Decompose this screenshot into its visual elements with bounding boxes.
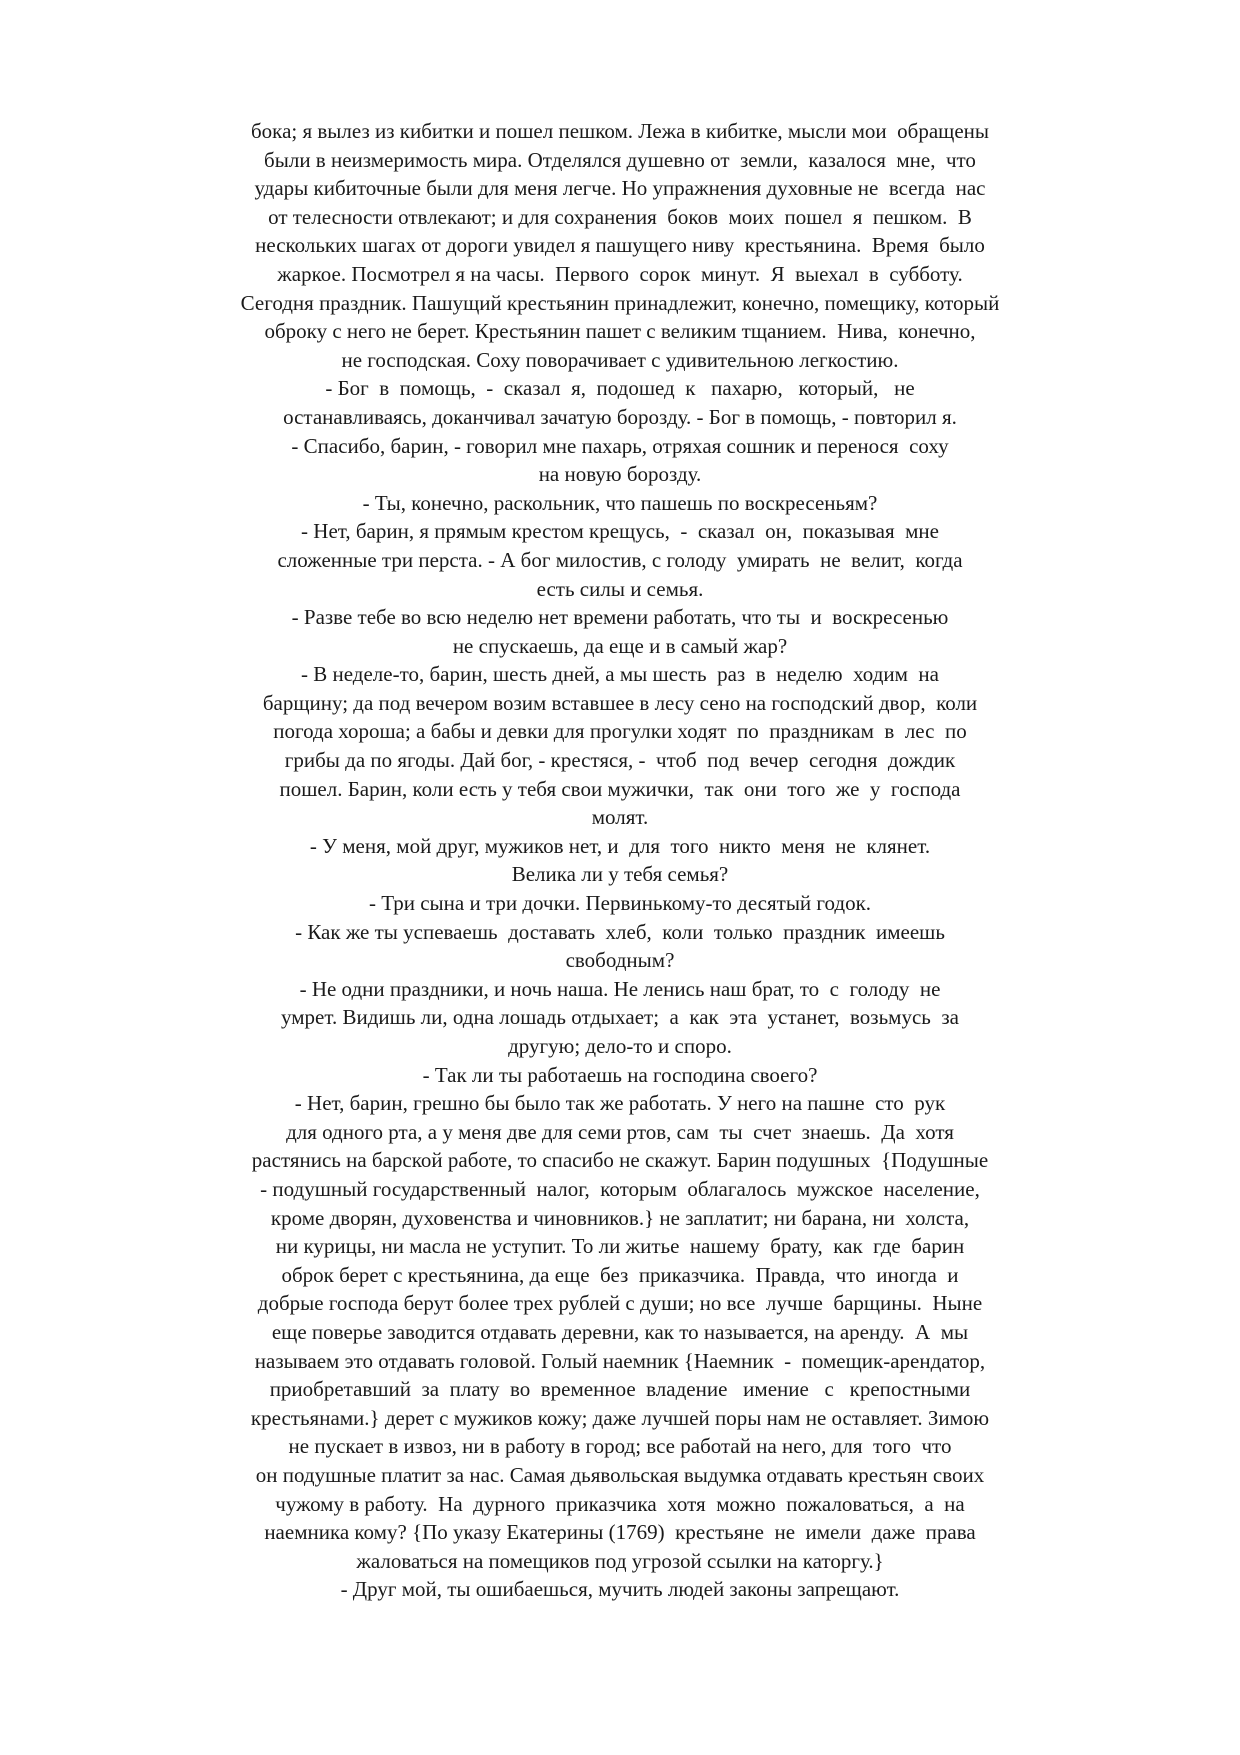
text-line: ни курицы, ни масла не уступит. То ли житье нашему брату, как где барин <box>275 1234 965 1259</box>
text-line: - Так ли ты работаешь на господина своего? <box>422 1062 818 1087</box>
text-line: на новую борозду. <box>538 462 702 487</box>
text-line: он подушные платит за нас. Самая дьявольская выдумка отдавать крестьян своих <box>255 1462 985 1487</box>
text-line: останавливаясь, доканчивал зачатую борозду. - Бог в помощь, - повторил я. <box>283 404 957 429</box>
text-line: не пускает в извоз, ни в работу в город; все работай на него, для того что <box>288 1434 952 1459</box>
text-line: еще поверье заводится отдавать деревни, как то называется, на аренду. А мы <box>271 1319 969 1344</box>
text-line: растянись на барской работе, то спасибо не скажут. Барин подушных {Подушные <box>251 1148 989 1173</box>
text-line: Велика ли у тебя семья? <box>511 862 729 887</box>
text-line: для одного рта, а у меня две для семи ртов, сам ты счет знаешь. Да хотя <box>286 1119 954 1144</box>
text-line: были в неизмеримость мира. Отделялся душевно от земли, казалося мне, что <box>264 147 976 172</box>
text-line: сложенные три перста. - А бог милостив, с голоду умирать не велит, когда <box>277 547 963 572</box>
text-line: - Разве тебе во всю неделю нет времени работать, что ты и воскресенью <box>291 605 949 630</box>
document-body <box>140 117 1100 1604</box>
text-line: - Нет, барин, грешно бы было так же работать. У него на пашне сто рук <box>294 1091 946 1116</box>
text-line: пошел. Барин, коли есть у тебя свои мужички, так они того же у господа <box>279 776 961 801</box>
text-line: - Ты, конечно, раскольник, что пашешь по воскресеньям? <box>362 490 878 515</box>
text-line: добрые господа берут более трех рублей с души; но все лучше барщины. Ныне <box>257 1291 983 1316</box>
text-line: удары кибиточные были для меня легче. Но упражнения духовные не всегда нас <box>254 176 986 201</box>
text-line: не спускаешь, да еще и в самый жар? <box>452 633 788 658</box>
text-line: крестьянами.} дерет с мужиков кожу; даже лучшей поры нам не оставляет. Зимою <box>250 1405 990 1430</box>
text-line: - Как же ты успеваешь доставать хлеб, коли только праздник имеешь <box>295 919 945 944</box>
text-line: - Не одни праздники, и ночь наша. Не ленись наш брат, то с голоду не <box>299 976 941 1001</box>
text-line: оброк берет с крестьянина, да еще без приказчика. Правда, что иногда и <box>281 1262 959 1287</box>
text-line: наемника кому? {По указу Екатерины (1769) крестьяне не имели даже права <box>264 1520 976 1545</box>
text-line: не господская. Соху поворачивает с удивительною легкостию. <box>341 347 899 372</box>
text-line: - У меня, мой друг, мужиков нет, и для того никто меня не клянет. <box>309 833 931 858</box>
text-line: от телесности отвлекают; и для сохранения боков моих пошел я пешком. В <box>268 204 972 229</box>
text-line: оброку с него не берет. Крестьянин пашет с великим тщанием. Нива, конечно, <box>264 319 976 344</box>
text-line: жаловаться на помещиков под угрозой ссылки на каторгу.} <box>356 1548 884 1573</box>
text-line: бока; я вылез из кибитки и пошел пешком. Лежа в кибитке, мысли мои обращены <box>251 119 989 143</box>
text-line: грибы да по ягоды. Дай бог, - крестяся, - чтоб под вечер сегодня дождик <box>284 748 956 773</box>
text-line: - В неделе-то, барин, шесть дней, а мы шесть раз в неделю ходим на <box>301 662 939 687</box>
text-line: молят. <box>591 805 649 830</box>
text-line: кроме дворян, духовенства и чиновников.} не заплатит; ни барана, ни холста, <box>270 1205 970 1230</box>
text-line: погода хороша; а бабы и девки для прогулки ходят по праздникам в лес по <box>273 719 967 744</box>
text-line: - Три сына и три дочки. Первинькому-то десятый годок. <box>368 891 872 916</box>
text-line: - Друг мой, ты ошибаешься, мучить людей законы запрещают. <box>340 1577 900 1602</box>
text-line: - подушный государственный налог, которым облагалось мужское население, <box>260 1176 980 1201</box>
text-line: другую; дело-то и споро. <box>508 1034 732 1058</box>
text-line: чужому в работу. На дурного приказчика хотя можно пожаловаться, а на <box>275 1491 965 1516</box>
text-line: барщину; да под вечером возим вставшее в лесу сено на господский двор, коли <box>262 690 978 715</box>
text-line: Сегодня праздник. Пашущий крестьянин принадлежит, конечно, помещику, который <box>240 290 1000 315</box>
text-line: - Бог в помощь, - сказал я, подошед к пахарю, который, не <box>325 376 915 401</box>
text-line: приобретавший за плату во временное владение имение с крепостными <box>269 1377 971 1402</box>
text-line: - Спасибо, барин, - говорил мне пахарь, отряхая сошник и перенося соху <box>291 433 949 458</box>
text-line: называем это отдавать головой. Голый наемник {Наемник - помещик-арендатор, <box>254 1348 986 1373</box>
text-line: - Нет, барин, я прямым крестом крещусь, - сказал он, показывая мне <box>301 519 939 544</box>
text-line: нескольких шагах от дороги увидел я пашущего ниву крестьянина. Время было <box>255 233 985 258</box>
text-line: есть силы и семья. <box>536 576 704 601</box>
text-line: умрет. Видишь ли, одна лошадь отдыхает; а как эта устанет, возьмусь за <box>281 1005 959 1030</box>
text-line: жаркое. Посмотрел я на часы. Первого сорок минут. Я выехал в субботу. <box>277 261 963 286</box>
text-line: свободным? <box>565 948 675 973</box>
